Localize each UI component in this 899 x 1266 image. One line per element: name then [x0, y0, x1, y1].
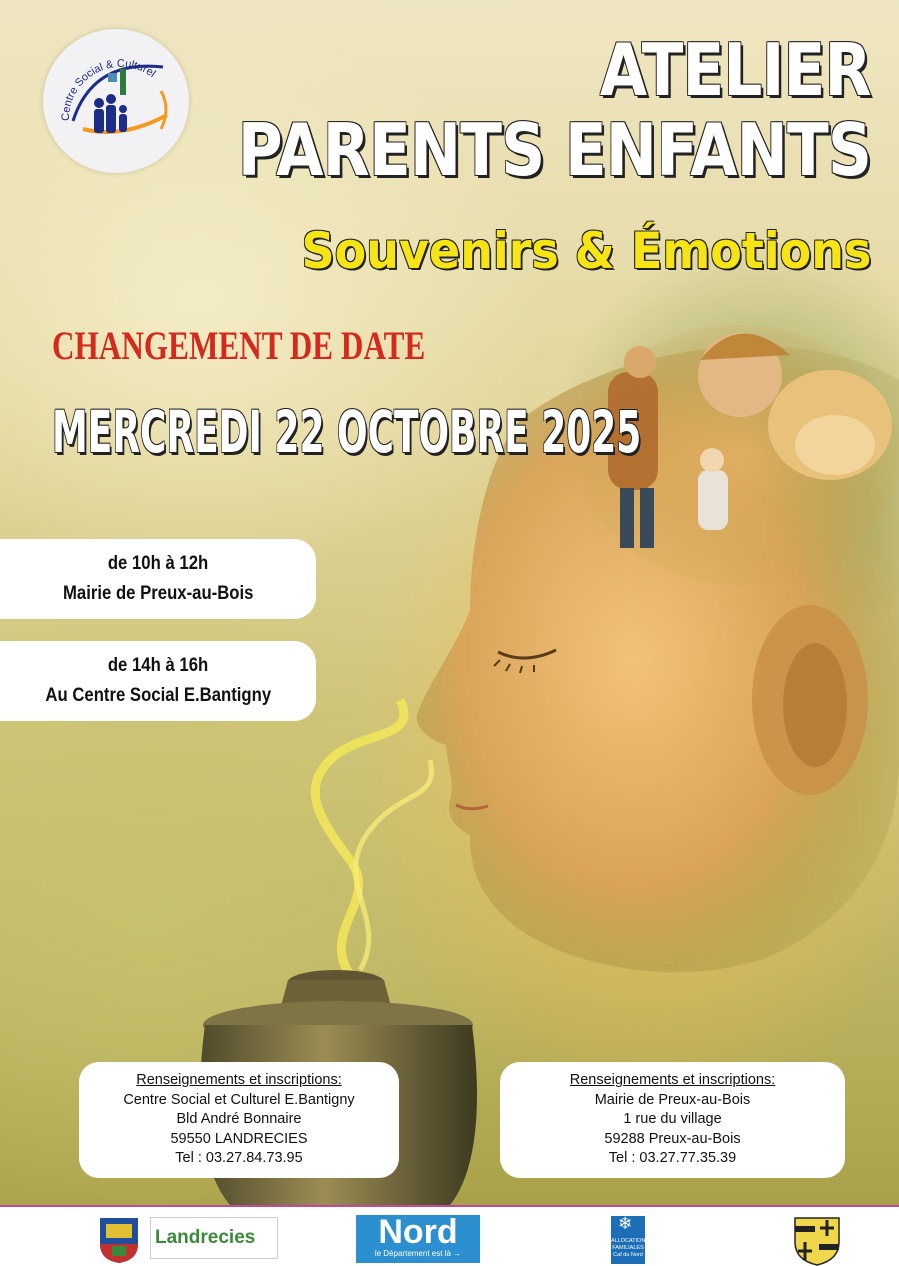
footer-partners — [0, 1205, 899, 1266]
session-place: Mairie de Preux-au-Bois — [62, 583, 254, 604]
landrecies-logo — [150, 1217, 278, 1259]
change-date-notice: CHANGEMENT DE DATE — [52, 323, 426, 368]
title-atelier: ATELIER — [600, 28, 871, 112]
session-time: de 10h à 12h — [107, 553, 209, 574]
info-phone: Tel : 03.27.77.35.39 — [608, 1150, 737, 1167]
session-morning — [0, 539, 316, 619]
preux-crest-icon — [793, 1216, 841, 1266]
nord-tagline: le Département est là → — [374, 1249, 462, 1258]
caf-text: ALLOCATIONS FAMILIALES Caf du Nord — [611, 1238, 650, 1258]
info-line: Centre Social et Culturel E.Bantigny — [123, 1091, 355, 1108]
landrecies-crest-icon — [98, 1216, 140, 1264]
info-phone: Tel : 03.27.84.73.95 — [175, 1150, 303, 1167]
info-line: Bld André Bonnaire — [176, 1111, 302, 1128]
info-line: 1 rue du village — [623, 1111, 722, 1128]
info-line: Mairie de Preux-au-Bois — [594, 1091, 751, 1108]
subtitle-souvenirs: Souvenirs & Émotions — [301, 222, 871, 280]
logo-text: Centre Social & Culturel — [59, 57, 158, 122]
centre-social-logo — [43, 29, 189, 173]
snowflake-icon: ❄ — [618, 1214, 633, 1233]
info-box-preux — [500, 1062, 845, 1178]
logo-curved-text — [43, 29, 189, 173]
caf-logo — [611, 1214, 650, 1264]
nord-title: Nord — [378, 1213, 458, 1251]
svg-text:Centre Social & Culturel — [60, 58, 158, 121]
session-afternoon — [0, 641, 316, 721]
info-line: 59288 Preux-au-Bois — [604, 1130, 741, 1147]
event-date: MERCREDI 22 OCTOBRE 2025 — [52, 398, 642, 466]
info-line: 59550 LANDRECIES — [170, 1130, 308, 1147]
info-box-landrecies — [79, 1062, 399, 1178]
info-heading: Renseignements et inscriptions: — [569, 1072, 776, 1089]
nord-logo — [356, 1215, 480, 1263]
session-place: Au Centre Social E.Bantigny — [45, 685, 271, 706]
landrecies-text: Landrecies — [155, 1227, 256, 1248]
session-time: de 14h à 16h — [107, 655, 209, 676]
info-heading: Renseignements et inscriptions: — [136, 1072, 342, 1089]
title-parents-enfants: PARENTS ENFANTS — [237, 108, 871, 192]
